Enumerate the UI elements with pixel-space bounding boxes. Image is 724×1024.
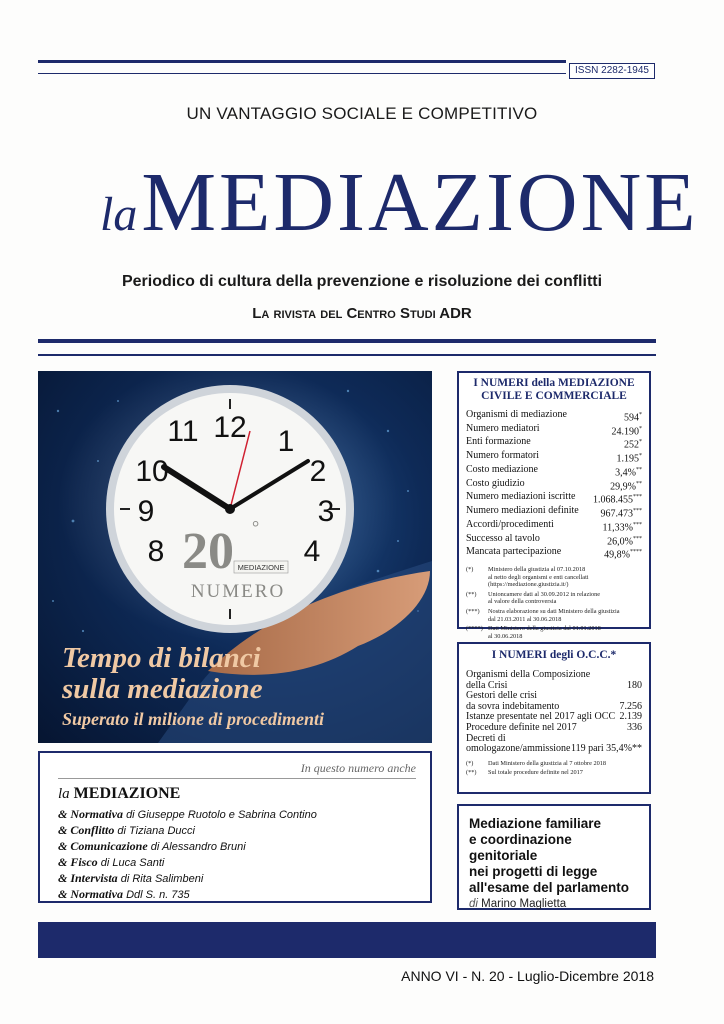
stat-footnote-mark: * [639, 412, 642, 418]
stat-footnote-mark: * [639, 439, 642, 446]
contents-section: & Fisco [58, 855, 98, 869]
rivista-line: La rivista del Centro Studi ADR [252, 305, 472, 322]
stat-value-wrap [603, 520, 642, 534]
svg-text:2: 2 [309, 455, 327, 488]
occ-label [466, 670, 590, 691]
occ-label-line2: della Crisi [466, 679, 508, 691]
stat-value: 1.068.455 [593, 494, 633, 506]
occ-label-line1: Organismi della Composizione [466, 669, 591, 680]
stat-label: Mancata partecipazione [466, 546, 562, 558]
stat-label: Costo giudizio [466, 477, 525, 489]
svg-text:9: 9 [137, 495, 155, 528]
occ-value: 180 [627, 679, 642, 691]
stat-value: 1.195 [616, 453, 639, 465]
occ-label [466, 691, 559, 712]
stat-value: 49,8% [604, 549, 630, 561]
contents-la: la [58, 786, 70, 802]
family-line1: Mediazione familiare [469, 816, 602, 831]
stat-row [466, 451, 642, 465]
family-author-di: di [469, 898, 478, 910]
stat-value-wrap [624, 410, 642, 424]
note-text: Dati Ministero della giustizia al 7 ottobre 2018 [488, 759, 607, 767]
badge-number: 20 [182, 523, 234, 580]
stat-label: Organismi di mediazione [466, 409, 567, 420]
family-line2: e coordinazione genitoriale [469, 832, 572, 863]
contents-item [58, 823, 416, 839]
issn-label: ISSN 2282-1945 [569, 63, 655, 79]
stat-row [466, 410, 642, 424]
contents-item [58, 839, 416, 855]
svg-text:8: 8 [147, 535, 165, 568]
cover-image [38, 371, 432, 743]
stat-footnote-mark: ** [636, 466, 642, 473]
family-author-name: Marino Maglietta [481, 898, 567, 910]
stat-value-wrap [612, 424, 643, 438]
svg-text:11: 11 [167, 415, 199, 448]
contents-authors: Ddl S. n. 735 [126, 889, 190, 901]
stat-row [466, 424, 642, 438]
top-rule-thin [38, 73, 566, 74]
occ-row [466, 670, 642, 691]
contents-section: & Conflitto [58, 823, 115, 837]
stat-label: Numero mediatori [466, 422, 540, 434]
contents-item [58, 855, 416, 871]
occ-value: 119 pari 35,4%** [570, 743, 642, 755]
stat-note [466, 625, 642, 640]
stat-footnote-mark: ** [636, 480, 642, 487]
stat-row [466, 437, 642, 451]
stat-value-wrap [617, 451, 643, 465]
contents-section: & Intervista [58, 871, 118, 885]
stat-note [466, 591, 642, 606]
family-mediation-box [457, 804, 651, 910]
stat-row [466, 479, 642, 493]
stat-footnote-mark: *** [633, 494, 642, 501]
note-mark: (*) [466, 759, 474, 767]
stat-note [466, 566, 642, 589]
note-mark: (**) [466, 590, 477, 598]
occ-notes [466, 760, 642, 777]
occ-label-line1: Istanze presentate nel 2017 agli OCC [466, 711, 616, 723]
family-line4: all'esame del parlamento [469, 880, 630, 895]
masthead-title: MEDIAZIONE [141, 156, 699, 249]
contents-item [58, 871, 416, 887]
issue-footer: ANNO VI - N. 20 - Luglio-Dicembre 2018 [401, 968, 654, 984]
stat-row [466, 520, 642, 534]
cover-headline-line2: sulla mediazione [62, 673, 263, 705]
stat-footnote-mark: * [639, 453, 642, 460]
stats-list [466, 410, 642, 561]
note-line: Ministero della giustizia al 07.10.2018 [488, 566, 586, 574]
note-text [488, 591, 600, 606]
stat-value: 24.190 [611, 426, 639, 438]
stat-footnote-mark: *** [633, 508, 642, 515]
svg-text:10: 10 [135, 455, 169, 488]
contents-section: & Normativa [58, 807, 123, 821]
stat-footnote-mark: *** [633, 521, 642, 528]
note-text [488, 566, 589, 589]
periodical-subtitle: Periodico di cultura della prevenzione e risoluzione dei conflitti [121, 273, 603, 290]
stat-value-wrap [610, 479, 642, 493]
occ-list [466, 670, 642, 755]
cover-headline [62, 643, 263, 705]
contents-section: & Normativa [58, 887, 123, 901]
occ-row [466, 691, 642, 712]
stat-value: 967.473 [600, 508, 633, 520]
occ-label-line1: Procedure definite nel 2017 [466, 721, 577, 733]
stat-value: 29,9% [610, 481, 636, 492]
note-line: (https://mediazione.giustizia.it/) [488, 581, 569, 589]
badge-word: NUMERO [190, 581, 286, 602]
stat-row [466, 465, 642, 479]
stats-notes [466, 566, 642, 640]
svg-text:12: 12 [213, 411, 247, 444]
contents-title: MEDIAZIONE [73, 785, 181, 802]
stat-label: Accordi/procedimenti [466, 518, 554, 530]
contents-authors: di Tiziana Ducci [117, 825, 195, 837]
contents-list [58, 807, 416, 903]
occ-value: 336 [627, 721, 642, 733]
svg-text:3: 3 [317, 495, 335, 528]
stat-row [466, 506, 642, 520]
occ-note [466, 769, 642, 777]
stats-title-line1: I NUMERI della MEDIAZIONE [473, 377, 635, 389]
note-mark: (*) [466, 566, 474, 574]
contents-header: In questo numero anche [300, 761, 416, 775]
badge-label: MEDIAZIONE [237, 563, 285, 572]
occ-row [466, 734, 642, 755]
family-author [469, 898, 639, 910]
stat-label: Successo al tavolo [466, 532, 540, 544]
stat-value-wrap [615, 465, 642, 479]
contents-authors: di Alessandro Bruni [150, 841, 246, 853]
contents-authors: di Giuseppe Ruotolo e Sabrina Contino [126, 809, 317, 821]
occ-label-line1: Gestori delle crisi [466, 690, 538, 702]
tagline: UN VANTAGGIO SOCIALE E COMPETITIVO [186, 104, 538, 123]
stat-value: 3,4% [615, 467, 636, 479]
family-line3: nei progetti di legge [469, 864, 598, 879]
stat-row [466, 492, 642, 506]
badge-mark: ° [252, 517, 260, 537]
stat-row [466, 534, 642, 548]
note-line: al 30.06.2018 [488, 632, 523, 640]
contents-box [38, 751, 432, 903]
svg-text:1: 1 [277, 425, 295, 458]
bottom-bar [38, 922, 656, 958]
stat-value: 252 [624, 439, 639, 451]
occ-label [466, 723, 577, 734]
occ-title: I NUMERI degli O.C.C.* [491, 649, 617, 661]
contents-masthead [58, 785, 416, 803]
contents-authors: di Rita Salimbeni [120, 873, 204, 885]
masthead [100, 158, 699, 260]
cover-headline-line1: Tempo di bilanci [62, 642, 261, 674]
stat-label: Enti formazione [466, 436, 531, 448]
stat-value-wrap [593, 492, 642, 506]
occ-label [466, 734, 570, 755]
note-text [488, 608, 620, 623]
occ-value: 2.139 [619, 711, 642, 723]
occ-label-line2: omologazone/ammissione [466, 743, 571, 755]
contents-item [58, 887, 416, 903]
stats-title-line2: CIVILE E COMMERCIALE [481, 390, 627, 402]
note-mark: (***) [466, 608, 480, 616]
note-text [488, 625, 601, 640]
note-line: al valore della controversia [488, 598, 557, 606]
stat-value-wrap [607, 534, 642, 548]
stat-row [466, 547, 642, 561]
contents-authors: di Luca Santi [100, 857, 165, 869]
masthead-la: la [100, 188, 138, 241]
occ-label-line1: Decreti di [466, 732, 506, 744]
note-line: Nostra elaborazione su dati Ministero della giustizia [488, 608, 620, 616]
occ-row [466, 723, 642, 734]
stat-value: 11,33% [602, 522, 633, 534]
mediation-stats-box [457, 371, 651, 640]
stat-label: Numero mediazioni iscritte [466, 491, 576, 503]
occ-value: 7.256 [619, 700, 642, 712]
stat-footnote-mark: *** [633, 535, 642, 542]
note-line: dal 21.03.2011 al 30.06.2018 [488, 615, 562, 623]
header-divider [38, 339, 656, 343]
note-mark: (****) [466, 625, 483, 633]
note-line: Unioncamere dati al 30.09.2012 in relazione [488, 590, 601, 598]
stat-label: Numero formatori [466, 450, 540, 462]
header-divider-thin [38, 354, 656, 356]
top-rule [38, 60, 566, 63]
stat-value: 594 [624, 412, 639, 424]
stat-label: Numero mediazioni definite [466, 505, 579, 517]
note-line: Dati Ministero della giustizia dal 01.01.2018 [488, 625, 601, 633]
note-line: al netto degli organismi e enti cancellati [488, 573, 589, 581]
note-text: Sul totale procedure definite nel 2017 [488, 769, 583, 777]
contents-section: & Comunicazione [58, 839, 148, 853]
occ-note [466, 760, 642, 768]
note-mark: (**) [466, 769, 477, 777]
stat-label: Costo mediazione [466, 463, 538, 475]
stat-footnote-mark: **** [630, 549, 642, 556]
occ-stats-box [457, 642, 651, 794]
stat-value-wrap [601, 506, 643, 520]
stat-value: 26,0% [607, 535, 633, 547]
occ-label-line2: da sovra indebitamento [466, 700, 560, 712]
stat-note [466, 608, 642, 623]
stat-value-wrap [624, 437, 642, 451]
svg-text:4: 4 [303, 535, 321, 568]
stat-footnote-mark: * [639, 425, 642, 432]
cover-subheadline: Superato il milione di procedimenti [62, 709, 325, 729]
contents-item [58, 807, 416, 823]
stat-value-wrap [604, 547, 642, 561]
